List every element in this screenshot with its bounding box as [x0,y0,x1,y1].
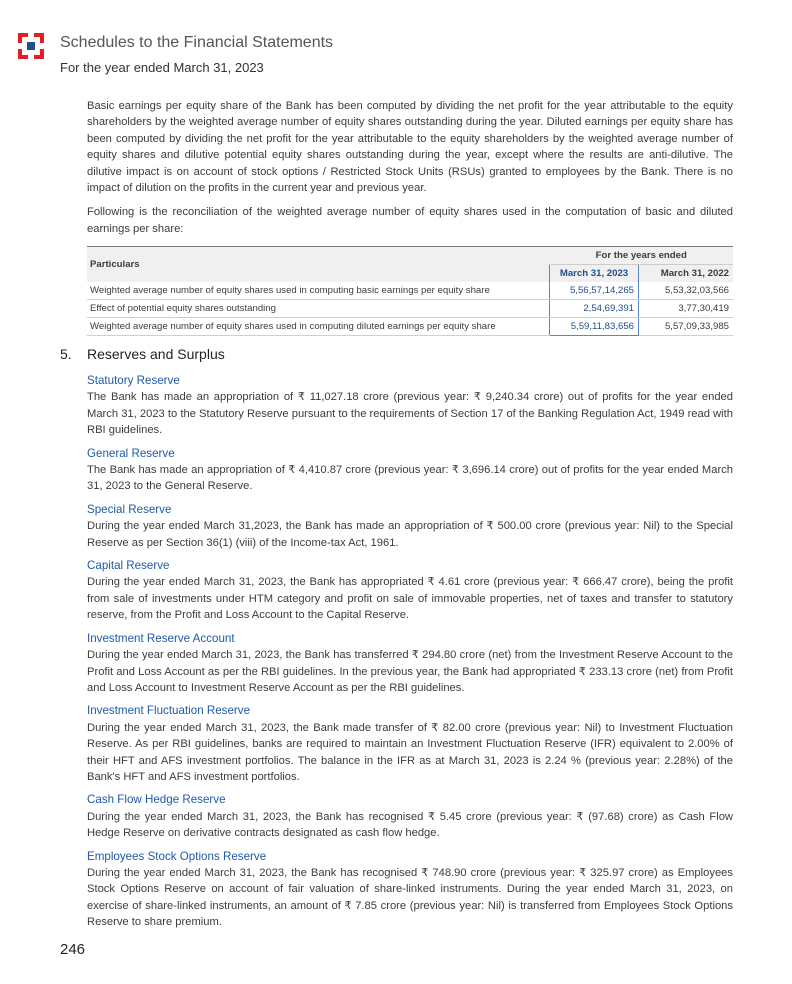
row-previous-value: 5,57,09,33,985 [639,318,734,336]
table-row [87,318,733,336]
reconciliation-paragraph: Following is the reconciliation of the weighted average number of equity shares used in the computation of basic and diluted earnings per share: [87,206,733,235]
row-current-value: 2,54,69,391 [550,300,639,318]
bank-logo-icon [18,33,44,59]
eps-paragraph: Basic earnings per equity share of the Bank has been computed by dividing the net profit for the year attributable to the equity shareholders by the weighted average number of equity shares outstanding during the year. Diluted earnings per equity share has been computed by dividing the net profit for the year attributable to the equity shareholders by the weighted average number of equity shares and dilutive potential equity shares outstanding during the year, except where the results are anti-dilutive. The dilutive impact is on account of stock options / Restricted Stock Units (RSUs) granted to employees by the Bank. There is no impact of dilution on the profits in the current year and previous year. [87,100,733,195]
subsection-special-reserve [87,502,733,551]
col-header-particulars: Particulars [87,247,550,283]
section-number: 5. [60,346,72,362]
subsection-investment-reserve-account [87,631,733,697]
subsection-text: During the year ended March 31, 2023, the Bank has recognised ₹ 748.90 crore (previous year: ₹ 325.97 crore) as Employees Stock Options Reserve on account of fair valuation of share-linked instruments. During the year ended March 31, 2023, on exercise of share-linked instruments, an amount of ₹ 7.85 crore (previous year: Nil) is transferred from Employees Stock Options Reserve to share premium. [87,866,733,929]
subsection-heading: Special Reserve [87,502,172,516]
row-label: Weighted average number of equity shares used in computing diluted earnings per equity share [87,318,550,336]
subsection-heading: Employees Stock Options Reserve [87,849,267,863]
page-header-subtitle: For the year ended March 31, 2023 [60,60,264,75]
row-current-value: 5,56,57,14,265 [550,282,639,300]
page-number: 246 [60,941,86,958]
subsection-heading: Investment Reserve Account [87,631,235,645]
page-header-title: Schedules to the Financial Statements [60,34,334,51]
col-header-group: For the years ended [550,247,734,265]
subsection-heading: Statutory Reserve [87,374,180,387]
subsection-heading: General Reserve [87,446,175,460]
subsection-text: The Bank has made an appropriation of ₹ 4,410.87 crore (previous year: ₹ 3,696.14 crore) out of profits for the year ended March 31, 2023 to the General Reserve. [87,464,733,493]
subsection-employees-stock-options-reserve [87,849,733,931]
subsection-text: During the year ended March 31, 2023, the Bank made transfer of ₹ 82.00 crore (previous year: Nil) to Investment Fluctuation Reserve. As per RBI guidelines, banks are required to maintain an Investment Fluctuation Reserve (IFR) equivalent to 2.00% of their HFT and AFS investment portfolios. The balance in the IFR as at March 31, 2023 is 2.24 % (previous year: 2.28%) of the Bank's HFT and AFS investment portfolios. [87,721,733,783]
table-row [87,282,733,300]
intro-content [87,98,733,336]
subsection-statutory-reserve [87,373,733,439]
subsection-text: During the year ended March 31,2023, the Bank has made an appropriation of ₹ 500.00 crore (previous year: Nil) to the Special Reserve as per Section 36(1) (viii) of the Income-tax Act, 1961. [87,520,733,549]
section-heading [60,346,225,362]
subsection-cash-flow-hedge-reserve [87,792,733,841]
row-label: Weighted average number of equity shares used in computing basic earnings per equity share [87,282,550,300]
subsection-text: The Bank has made an appropriation of ₹ 11,027.18 crore (previous year: ₹ 9,240.34 crore) out of profits for the year ended March 31, 2023 to the Statutory Reserve pursuant to the requirements of Section 17 of the Banking Regulation Act, 1949 read with RBI guidelines. [87,391,733,437]
subsection-investment-fluctuation-reserve [87,703,733,785]
subsection-heading: Cash Flow Hedge Reserve [87,793,226,807]
row-current-value: 5,59,11,83,656 [550,318,639,336]
col-header-current: March 31, 2023 [550,265,639,283]
section-title: Reserves and Surplus [87,346,225,362]
reserves-subsections [87,373,733,938]
table-row [87,300,733,318]
subsection-heading: Capital Reserve [87,559,170,573]
row-previous-value: 5,53,32,03,566 [639,282,734,300]
subsection-general-reserve [87,446,733,495]
row-previous-value: 3,77,30,419 [639,300,734,318]
subsection-capital-reserve [87,558,733,624]
col-header-previous: March 31, 2022 [639,265,734,283]
subsection-text: During the year ended March 31, 2023, the Bank has appropriated ₹ 4.61 crore (previous year: ₹ 666.47 crore), being the profit from sale of investments under HTM category and profit on sale of immovable properties, net of taxes and transfer to statutory reserve, from the Profit and Loss Account to the Capital Reserve. [87,576,733,622]
subsection-heading: Investment Fluctuation Reserve [87,704,251,718]
row-label: Effect of potential equity shares outstanding [87,300,550,318]
subsection-text: During the year ended March 31, 2023, the Bank has transferred ₹ 294.80 crore (net) from the Investment Reserve Account to the Profit and Loss Account as per the RBI guidelines. In the previous year, the Bank had appropriated ₹ 233.13 crore (net) from Profit and Loss Account to Investment Reserve Account as per the RBI guidelines. [87,649,733,694]
subsection-text: During the year ended March 31, 2023, the Bank has recognised ₹ 5.45 crore (previous year: ₹ (97.68) crore) as Cash Flow Hedge Reserve on derivative contracts designated as cash flow hedge. [87,810,733,840]
eps-reconciliation-table [87,246,733,336]
